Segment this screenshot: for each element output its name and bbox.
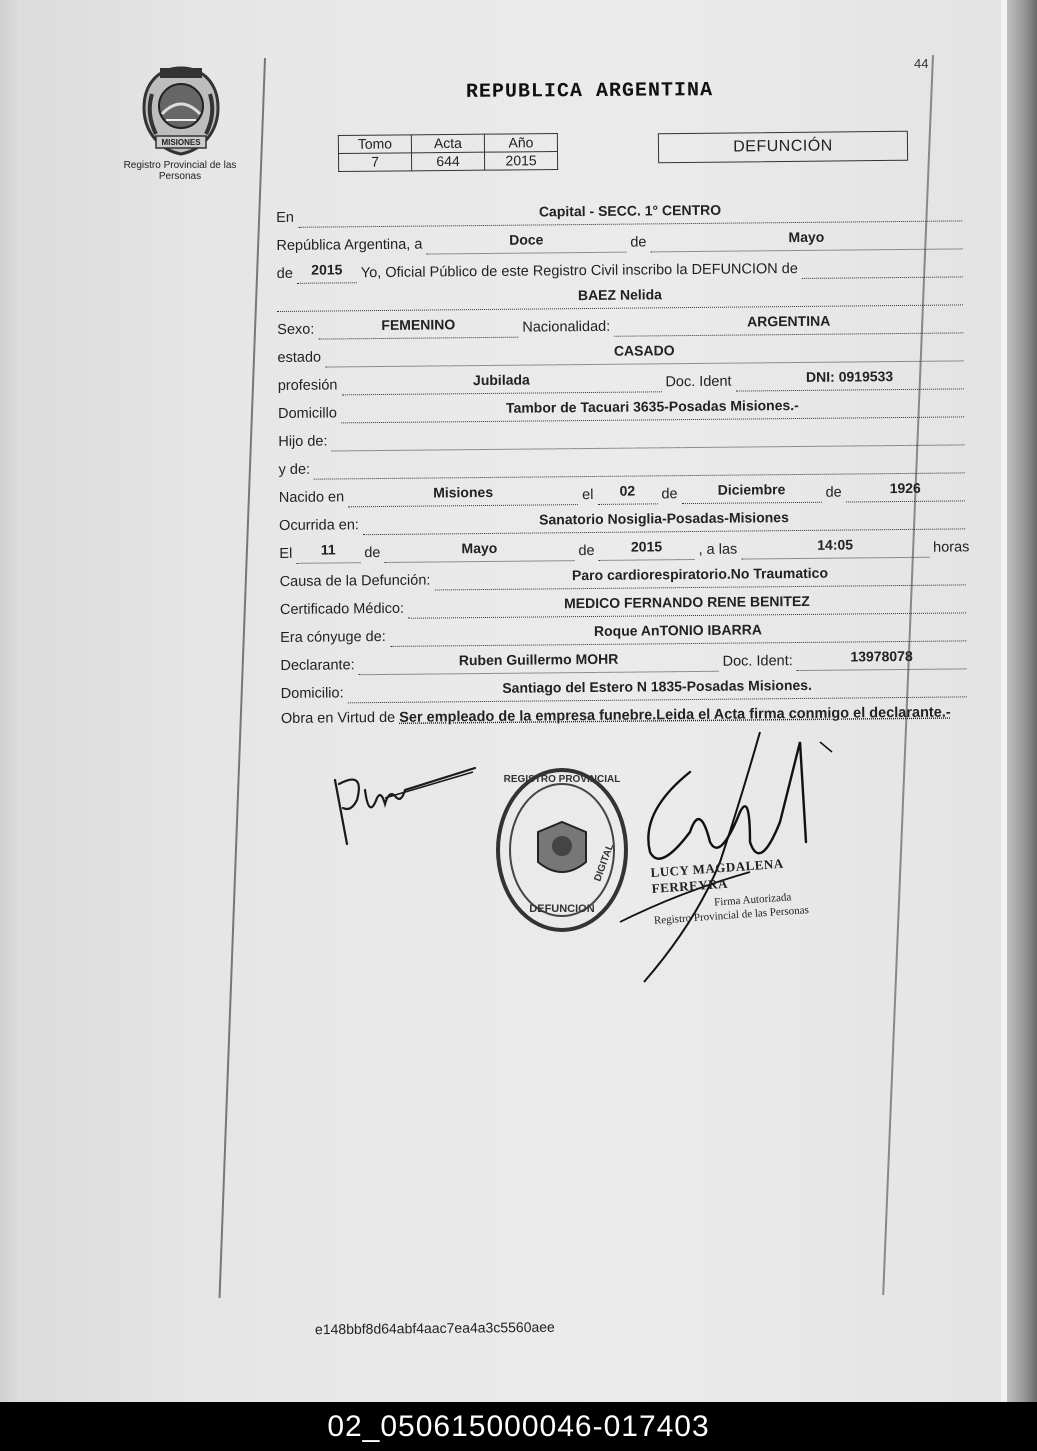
- doc-field: DNI: 0919533: [735, 366, 963, 391]
- estado-field: CASADO: [325, 338, 964, 367]
- register-value-ano: 2015: [484, 152, 557, 171]
- form-row-domicilio2: [281, 669, 971, 704]
- causa-field: Paro cardiorespiratorio.No Traumatico: [434, 562, 965, 590]
- ocurrida-field: Sanatorio Nosiglia-Posadas-Misiones: [363, 506, 965, 535]
- domicilio-field: Tambor de Tacuari 3635-Posadas Misiones.-: [341, 394, 964, 423]
- death-time-field: 14:05: [741, 535, 929, 560]
- republica-label: República Argentina, a: [276, 236, 423, 254]
- day-field: Doce: [426, 230, 626, 255]
- el-label: El: [279, 545, 293, 562]
- inscribo-text: Yo, Oficial Público de este Registro Civil inscribo la DEFUNCION de: [360, 260, 798, 282]
- en-label: En: [276, 209, 294, 226]
- de-label: de: [630, 234, 647, 251]
- horas-label: horas: [933, 539, 970, 556]
- register-value-row: [339, 152, 558, 172]
- de-label: de: [276, 265, 293, 282]
- declarant-signature: [325, 760, 485, 850]
- causa-label: Causa de la Defunción:: [279, 572, 431, 590]
- page-edge-highlight: [1001, 0, 1007, 1402]
- profesion-field: Jubilada: [341, 369, 661, 395]
- yde-label: y de:: [278, 461, 311, 478]
- stamp-side-text: DIGITAL: [592, 842, 617, 884]
- doc-label: Doc. Ident: [665, 373, 732, 391]
- certificado-field: MEDICO FERNANDO RENE BENITEZ: [408, 590, 966, 618]
- record-type-box: DEFUNCIÓN: [658, 131, 908, 164]
- register-header-tomo: Tomo: [338, 135, 411, 154]
- sexo-field: FEMENINO: [318, 315, 518, 340]
- page-title: REPUBLICA ARGENTINA: [465, 79, 714, 104]
- place-field: Capital - SECC. 1° CENTRO: [298, 198, 962, 227]
- official-name: LUCY MAGDALENA FERREYRA: [650, 855, 784, 896]
- year-field: 2015: [297, 260, 357, 284]
- alas-label: , a las: [698, 541, 738, 558]
- birthplace-field: Misiones: [348, 482, 578, 507]
- birth-day-field: 02: [597, 481, 657, 505]
- month-field: Mayo: [650, 226, 962, 252]
- official-title: Firma Autorizada: [713, 891, 792, 909]
- logo-caption: Registro Provincial de las Personas: [123, 160, 237, 182]
- stamp-ring-text: REGISTRO PROVINCIAL: [503, 774, 621, 785]
- estado-label: estado: [277, 349, 322, 366]
- conyuge-label: Era cónyuge de:: [280, 628, 386, 646]
- nacido-label: Nacido en: [278, 489, 345, 506]
- page-number: 44: [914, 56, 929, 71]
- declarante-field: Ruben Guillermo MOHR: [359, 649, 719, 675]
- obra-value: Ser empleado de la empresa funebre.Leida el Acta firma conmigo el declarante.-: [399, 704, 951, 726]
- register-header-row: [338, 134, 557, 154]
- de-label: de: [825, 484, 842, 501]
- death-day-field: 11: [296, 540, 360, 564]
- register-value-acta: 644: [412, 152, 485, 171]
- document-hash: e148bbf8d64abf4aac7ea4a3c5560aee: [314, 1318, 555, 1338]
- provincial-seal-logo: [138, 64, 224, 158]
- hijo-label: Hijo de:: [278, 433, 328, 450]
- seal-lettering: MISIONES: [161, 138, 201, 147]
- page-edge: [1003, 0, 1037, 1402]
- death-year-field: 2015: [598, 537, 694, 561]
- de-label: de: [578, 542, 595, 560]
- ocurrida-label: Ocurrida en:: [279, 517, 359, 534]
- domicilio2-field: Santiago del Estero N 1835-Posadas Misiones.: [347, 674, 966, 703]
- page-gutter: [0, 0, 22, 1402]
- el-label: el: [582, 486, 594, 504]
- left-margin-line: [219, 58, 266, 1298]
- certificado-label: Certificado Médico:: [279, 600, 405, 618]
- domicilio-label: Domicillo: [277, 405, 337, 422]
- de-label: de: [661, 486, 678, 503]
- de-label: de: [364, 545, 381, 562]
- profesion-label: profesión: [277, 377, 338, 394]
- birth-month-field: Diciembre: [681, 480, 821, 504]
- death-month-field: Mayo: [384, 538, 574, 563]
- footer-code: 02_050615000046-017403: [0, 1402, 1037, 1451]
- conyuge-field: Roque AnTONIO IBARRA: [390, 618, 967, 647]
- doc-ident-label: Doc. Ident:: [722, 653, 793, 670]
- sexo-label: Sexo:: [277, 321, 315, 338]
- declarante-doc-field: 13978078: [797, 646, 967, 671]
- register-table: [338, 133, 558, 172]
- declarante-label: Declarante:: [280, 657, 355, 674]
- domicilio2-label: Domicilio:: [280, 685, 344, 702]
- obra-label: Obra en Virtud de: [280, 709, 396, 727]
- deceased-name-field: BAEZ Nelida: [277, 282, 963, 312]
- nacionalidad-field: ARGENTINA: [614, 310, 963, 336]
- register-header-acta: Acta: [411, 134, 484, 153]
- register-header-ano: Año: [484, 134, 557, 153]
- birth-year-field: 1926: [846, 478, 965, 502]
- death-record-form: [276, 193, 971, 730]
- stamp-center-text: DEFUNCION: [529, 903, 595, 915]
- official-office: Registro Provincial de las Personas: [653, 904, 810, 927]
- nacionalidad-label: Nacionalidad:: [522, 318, 611, 336]
- register-value-tomo: 7: [339, 153, 412, 172]
- blank-field: [802, 254, 963, 279]
